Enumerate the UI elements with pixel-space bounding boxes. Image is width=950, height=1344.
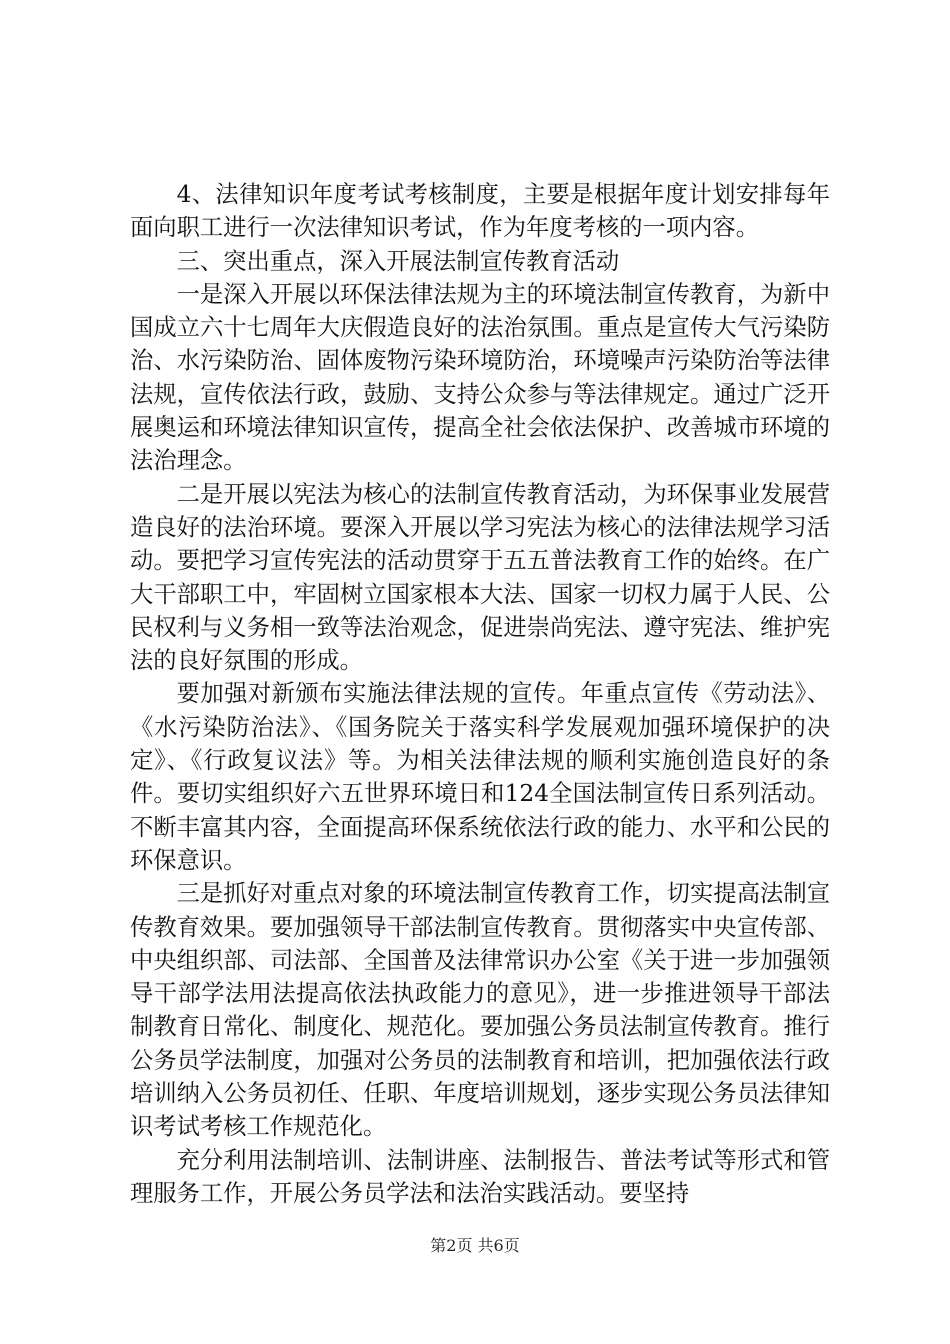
paragraph-exam-system: 4、法律知识年度考试考核制度，主要是根据年度计划安排每年面向职工进行一次法律知识考试，作为年度考核的一项内容。 (130, 181, 830, 242)
paragraph-training: 充分利用法制培训、法制讲座、法制报告、普法考试等形式和管理服务工作，开展公务员学法和法治实践活动。要坚持 (130, 1146, 830, 1207)
paragraph-environment-law: 一是深入开展以环保法律法规为主的环境法制宣传教育，为新中国成立六十七周年大庆假造良好的法治氛围。重点是宣传大气污染防治、水污染防治、固体废物污染环境防治，环境噪声污染防治等法律法规，宣传依法行政，鼓励、支持公众参与等法律规定。通过广泛开展奥运和环境法律知识宣传，提高全社会依法保护、改善城市环境的法治理念。 (130, 280, 830, 475)
page-number-footer: 第2页 共6页 (430, 1236, 520, 1255)
paragraph-new-laws: 要加强对新颁布实施法律法规的宣传。年重点宣传《劳动法》、《水污染防治法》、《国务院关于落实科学发展观加强环境保护的决定》、《行政复议法》等。为相关法律法规的顺利实施创造良好的条件。要切实组织好六五世界环境日和124全国法制宣传日系列活动。不断丰富其内容，全面提高环保系统依法行政的能力、水平和公民的环保意识。 (130, 680, 830, 874)
document-body (130, 178, 830, 1210)
paragraph-constitution: 二是开展以宪法为核心的法制宣传教育活动，为环保事业发展营造良好的法治环境。要深入开展以学习宪法为核心的法律法规学习活动。要把学习宣传宪法的活动贯穿于五五普法教育工作的始终。在广大干部职工中，牢固树立国家根本大法、国家一切权力属于人民、公民权利与义务相一致等法治观念，促进崇尚宪法、遵守宪法、维护宪法的良好氛围的形成。 (130, 480, 830, 675)
section-heading-three: 三、突出重点，深入开展法制宣传教育活动 (176, 247, 620, 275)
paragraph-key-targets: 三是抓好对重点对象的环境法制宣传教育工作，切实提高法制宣传教育效果。要加强领导干部法制宣传教育。贯彻落实中央宣传部、中央组织部、司法部、全国普及法律常识办公室《关于进一步加强领导干部学法用法提高依法执政能力的意见》，进一步推进领导干部法制教育日常化、制度化、规范化。要加强公务员法制宣传教育。推行公务员学法制度，加强对公务员的法制教育和培训，把加强依法行政培训纳入公务员初任、任职、年度培训规划，逐步实现公务员法律知识考试考核工作规范化。 (130, 880, 830, 1141)
